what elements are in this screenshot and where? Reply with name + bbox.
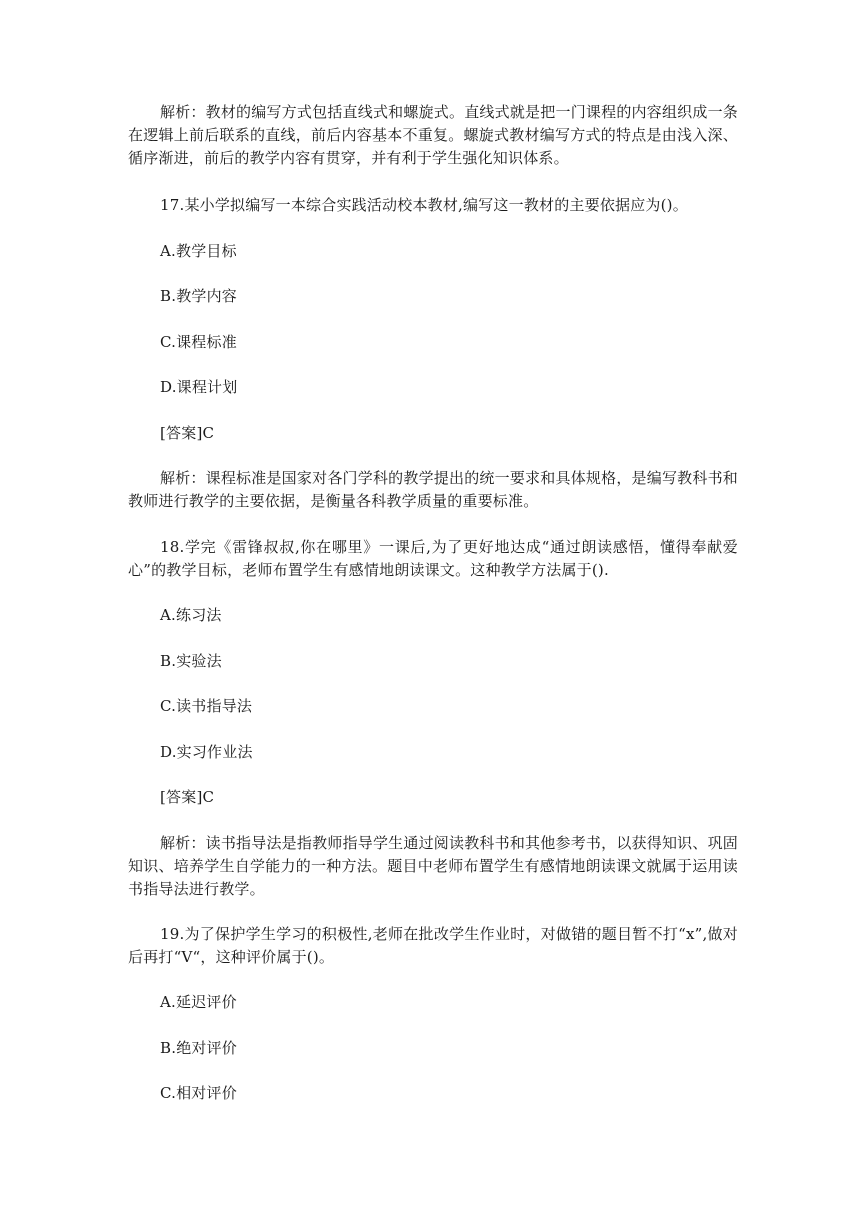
answer-option: B.实验法	[160, 652, 222, 670]
answer-key: [答案]C	[160, 424, 215, 442]
answer-option: D.课程计划	[160, 378, 238, 396]
answer-option: A.延迟评价	[160, 993, 237, 1011]
question-text: 17.某小学拟编写一本综合实践活动校本教材,编写这一教材的主要依据应为()。	[160, 196, 688, 214]
question-text: 18.学完《雷锋叔叔,你在哪里》一课后,为了更好地达成“通过朗读感悟，懂得奉献爱心”的教学目标，老师布置学生有感情地朗读课文。这种教学方法属于().	[128, 538, 738, 579]
answer-option: A.教学目标	[160, 242, 237, 260]
explanation-paragraph: 解析：读书指导法是指教师指导学生通过阅读教科书和其他参考书，以获得知识、巩固知识、培养学生自学能力的一种方法。题目中老师布置学生有感情地朗读课文就属于运用读书指导法进行教学。	[128, 834, 738, 898]
answer-option: B.绝对评价	[160, 1039, 237, 1057]
explanation-paragraph: 解析：课程标准是国家对各门学科的教学提出的统一要求和具体规格，是编写教科书和教师进行教学的主要依据，是衡量各科教学质量的重要标准。	[128, 469, 738, 510]
answer-option: C.课程标准	[160, 333, 237, 351]
question-text: 19.为了保护学生学习的积极性,老师在批改学生作业时，对做错的题目暂不打“x”,做对后再打“V“，这种评价属于()。	[128, 925, 738, 966]
answer-option: A.练习法	[160, 606, 222, 624]
answer-key: [答案]C	[160, 788, 215, 806]
explanation-paragraph: 解析：教材的编写方式包括直线式和螺旋式。直线式就是把一门课程的内容组织成一条在逻辑上前后联系的直线，前后内容基本不重复。螺旋式教材编写方式的特点是由浅入深、循序渐进，前后的教学内容有贯穿，并有利于学生强化知识体系。	[128, 103, 738, 167]
answer-option: D.实习作业法	[160, 743, 253, 761]
answer-option: C.相对评价	[160, 1084, 237, 1102]
answer-option: B.教学内容	[160, 287, 237, 305]
answer-option: C.读书指导法	[160, 697, 253, 715]
